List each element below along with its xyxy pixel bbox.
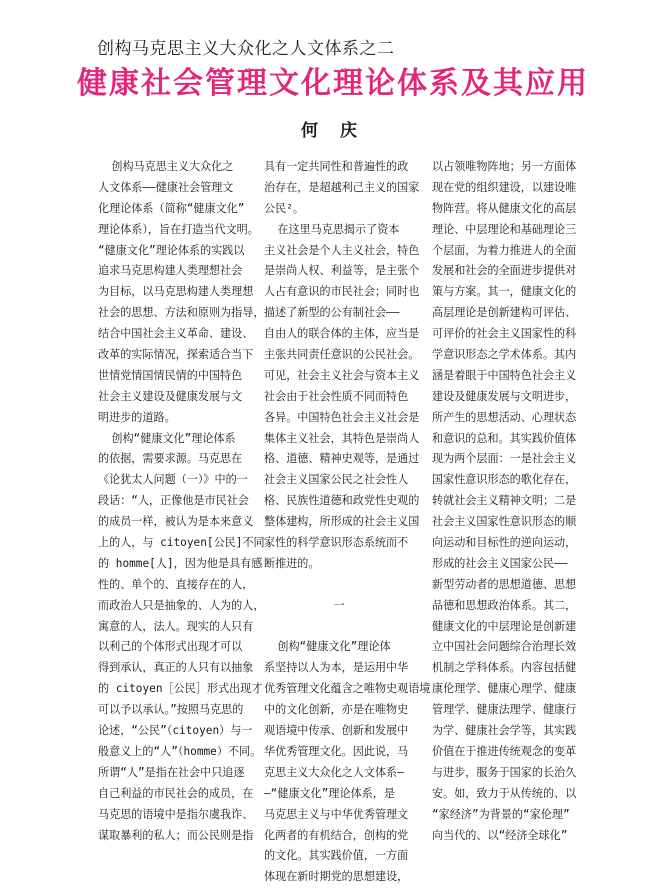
text-line: 在这里马克思揭示了资本 bbox=[264, 222, 400, 236]
text-line: 创构“健康文化”理论体系 bbox=[98, 431, 236, 445]
article-title: 健康社会管理文化理论体系及其应用 bbox=[77, 66, 589, 101]
text-line: 物阵营。将从健康文化的高层 bbox=[432, 201, 577, 215]
text-line: 改革的实际情况，探索适合当下 bbox=[98, 348, 254, 362]
text-line: 机制之学科体系。内容包括健 bbox=[432, 661, 577, 675]
text-line: 般意义上的“人”（homme）不同。 bbox=[98, 744, 262, 758]
text-line: 自己利益的市民社会的成员，在 bbox=[98, 786, 254, 800]
text-line: 主张共同责任意识的公民社会。 bbox=[264, 348, 420, 362]
text-line bbox=[264, 575, 414, 596]
text-line: 理论、中层理论和基础理论三 bbox=[432, 222, 577, 236]
text-line bbox=[264, 617, 414, 638]
text-line: 建设及健康发展与文明进步， bbox=[432, 389, 577, 403]
text-line: 各异。中国特色社会主义社会是 bbox=[264, 410, 420, 424]
text-line: 社会由于社会性质不同而特色 bbox=[264, 389, 409, 403]
text-line: 而政治人只是抽象的、人为的人， bbox=[98, 598, 265, 612]
text-line: 创构马克思主义大众化之 bbox=[98, 160, 234, 173]
text-line: 格、道德、精神史观等，是通过 bbox=[264, 452, 420, 466]
text-line: 的成员一样，被认为是本来意义 bbox=[98, 515, 254, 529]
text-line: 为目标，以马克思构建人类理想 bbox=[98, 285, 254, 299]
text-line: 化两者的有机结合，创构的党 bbox=[264, 828, 409, 842]
text-line: 体现在新时期党的思想建设， bbox=[264, 870, 409, 884]
text-line: 可评价的社会主义国家性的科 bbox=[432, 327, 577, 341]
text-line: 社会主义国家公民之社会性人 bbox=[264, 473, 409, 487]
text-line: 人占有意识的市民社会；同时也 bbox=[264, 285, 420, 299]
text-line: 健康文化的中层理论是创新建 bbox=[432, 619, 577, 633]
text-line: 人文体系——健康社会管理文 bbox=[98, 180, 234, 194]
text-line: 所产生的思想活动、心理状态 bbox=[432, 410, 577, 424]
text-line: 安。如，致力于从传统的、以 bbox=[432, 786, 577, 800]
text-line: 与进步，服务于国家的长治久 bbox=[432, 765, 577, 779]
text-line: 得到承认，真正的人只有以抽象 bbox=[98, 661, 254, 675]
text-line: 向当代的、以“经济全球化” bbox=[432, 828, 568, 842]
text-line: 是崇尚人权、利益等，是主张个 bbox=[264, 264, 420, 278]
text-line: 家性的科学意识形态系统而不 bbox=[264, 536, 409, 550]
text-line: 现在党的组织建设，以建设唯 bbox=[432, 180, 577, 194]
text-line: 观语境中传承、创新和发展中 bbox=[264, 724, 409, 738]
text-line: 以利己的个体形式出现才可以 bbox=[98, 640, 243, 654]
text-line: 主义社会是个人主义社会，特色 bbox=[264, 243, 420, 257]
text-line: 华优秀管理文化。因此说，马 bbox=[264, 744, 409, 758]
text-line: 涵是着眼于中国特色社会主义 bbox=[432, 368, 577, 382]
text-line: 国家性意识形态的歌化存在， bbox=[432, 473, 577, 487]
text-line: 《论犹太人问题（一）》中的一 bbox=[98, 473, 248, 487]
text-line: 社会主义建设及健康发展与文 bbox=[98, 389, 243, 403]
text-line: 向运动和目标性的逆向运动， bbox=[432, 536, 577, 550]
text-line: 断推进的。 bbox=[264, 556, 320, 570]
text-line: 世情党情国情民情的中国特色 bbox=[98, 368, 243, 382]
text-line: 创构“健康文化”理论体 bbox=[264, 640, 391, 654]
text-line: 论述，“公民”（citoyen）与一 bbox=[98, 724, 253, 738]
text-line: 学意识形态之学术体系。其内 bbox=[432, 348, 577, 362]
text-line: 化理论体系（简称“健康文化” bbox=[98, 201, 245, 215]
text-line: 可见，社会主义社会与资本主义 bbox=[264, 368, 420, 382]
text-line: 结合中国社会主义革命、建设、 bbox=[98, 327, 254, 341]
text-line: 优秀管理文化蕴含之唯物史观语境 bbox=[264, 682, 431, 696]
text-line: —“健康文化”理论体系，是 bbox=[264, 786, 395, 800]
text-line: 系坚持以人为本，是运用中华 bbox=[264, 661, 409, 675]
text-line: 寓意的人，法人。现实的人只有 bbox=[98, 619, 254, 633]
text-line: 理论体系），旨在打造当代文明。 bbox=[98, 222, 259, 236]
text-line: 现为两个层面：一是社会主义 bbox=[432, 452, 577, 466]
text-line: 的 homme[人]，因为他是具有感 bbox=[98, 556, 263, 570]
text-line: 新型劳动者的思想道德、思想 bbox=[432, 577, 577, 591]
text-line: 谋取暴利的私人；而公民则是指 bbox=[98, 828, 254, 842]
text-line: 为学、健康社会学等，其实践 bbox=[432, 724, 577, 738]
series-title: 创构马克思主义大众化之人文体系之二 bbox=[97, 39, 395, 59]
text-line: 格、民族性道德和政党性史观的 bbox=[264, 494, 420, 508]
text-line: 和意识的总和。其实践价值体 bbox=[432, 431, 577, 445]
text-line: 的 citoyen［公民］形式出现才 bbox=[98, 682, 263, 696]
text-line: 所谓“人”是指在社会中只追逐 bbox=[98, 765, 245, 779]
text-line: 自由人的联合体的主体，应当是 bbox=[264, 327, 420, 341]
text-column-2 bbox=[264, 157, 431, 884]
text-line: 中的文化创新，亦是在唯物史 bbox=[264, 703, 409, 717]
text-line: 具有一定共同性和普遍性的政 bbox=[264, 160, 409, 173]
author-name: 何 庆 bbox=[301, 121, 365, 141]
text-line: 社会的思想、方法和原则为指导， bbox=[98, 306, 265, 320]
text-column-3 bbox=[432, 157, 582, 842]
text-line: 发展和社会的全面进步提供对 bbox=[432, 264, 577, 278]
text-line: 追求马克思构建人类理想社会 bbox=[98, 264, 243, 278]
text-line: 性的、单个的、直接存在的人， bbox=[98, 577, 254, 591]
text-line: 立中国社会问题综合治理长效 bbox=[432, 640, 577, 654]
text-line: 集体主义社会，其特色是崇尚人 bbox=[264, 431, 420, 445]
text-line: “健康文化”理论体系的实践以 bbox=[98, 243, 245, 257]
text-line: “家经济”为背景的“家伦理” bbox=[432, 807, 570, 821]
text-line: 马克思主义与中华优秀管理文 bbox=[264, 807, 409, 821]
text-line: 公民²。 bbox=[264, 201, 304, 215]
text-line: 策与方案。其一，健康文化的 bbox=[432, 285, 577, 299]
text-line: 描述了新型的公有制社会—— bbox=[264, 306, 400, 320]
text-line: 高层理论是创新建构可评估、 bbox=[432, 306, 577, 320]
text-line: 段话：“人，正像他是市民社会 bbox=[98, 494, 249, 508]
text-line: 可以予以承认。”按照马克思的 bbox=[98, 703, 244, 717]
text-line: 个层面，为着力推进人的全面 bbox=[432, 243, 577, 257]
text-line: 整体建构，所形成的社会主义国 bbox=[264, 515, 420, 529]
text-line: 价值在于推进传统观念的变革 bbox=[432, 744, 577, 758]
text-line: 上的人，与 citoyen[公民]不同 bbox=[98, 536, 265, 550]
text-line: 社会主义国家性意识形态的顺 bbox=[432, 515, 577, 529]
text-line: 形成的社会主义国家公民—— bbox=[432, 556, 568, 570]
text-line: 康伦理学、健康心理学、健康 bbox=[432, 682, 577, 696]
text-line: 马克思的语境中是指尔虞我诈、 bbox=[98, 807, 254, 821]
text-column-1 bbox=[98, 157, 265, 842]
text-line: 治存在，是超越利己主义的国家 bbox=[264, 180, 420, 194]
text-line: 克思主义大众化之人文体系— bbox=[264, 765, 404, 779]
text-line: 明进步的道路。 bbox=[98, 410, 176, 424]
text-line: 品德和思想政治体系。其二， bbox=[432, 598, 577, 612]
text-line: 的依据，需要求源。马克思在 bbox=[98, 452, 243, 466]
text-line: 管理学、健康法理学、健康行 bbox=[432, 703, 577, 717]
text-line: 的文化。其实践价值，一方面 bbox=[264, 849, 409, 863]
text-line: 以占领唯物阵地；另一方面体 bbox=[432, 160, 577, 173]
text-line: 一 bbox=[333, 598, 345, 612]
text-line: 转就社会主义精神文明；二是 bbox=[432, 494, 577, 508]
